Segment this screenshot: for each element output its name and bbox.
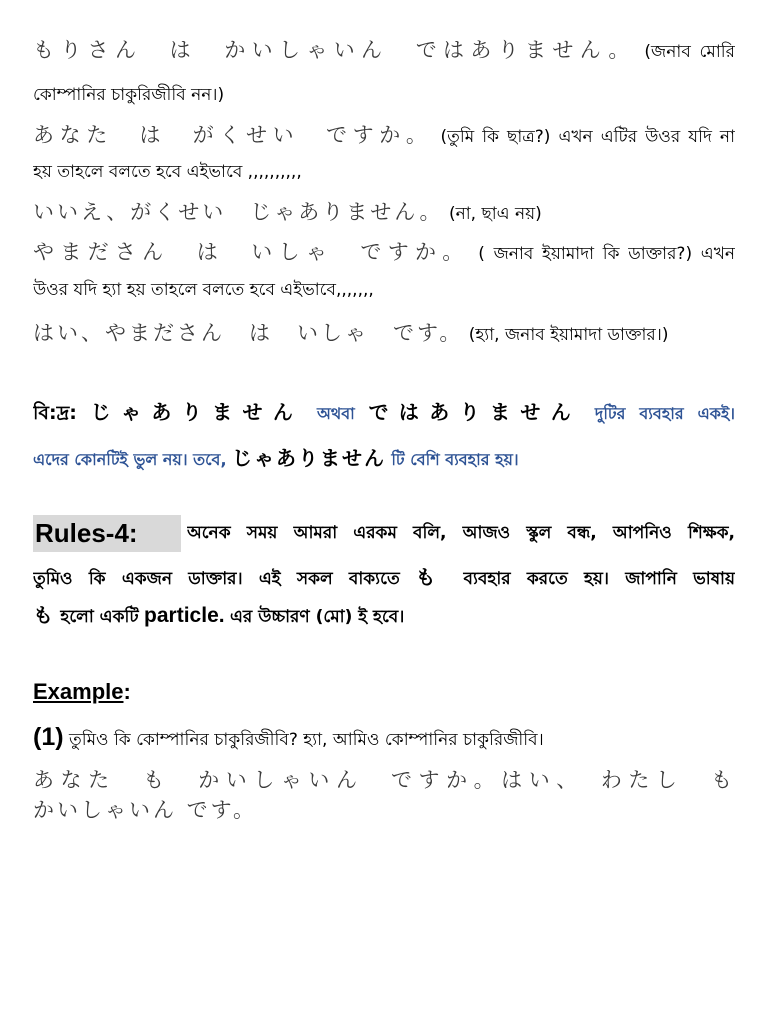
example-heading (33, 675, 735, 709)
example-1-japanese-cont: かいしゃいん です。 (33, 798, 257, 822)
rules-line-2 (33, 560, 735, 594)
rules-title: Rules-4: (33, 515, 181, 552)
sentence-5-japanese: はい、やまださん は いしゃ です。 (33, 321, 464, 345)
note-or-word: অথবা (317, 404, 355, 423)
sentence-3-line-1 (33, 195, 735, 229)
rules-line-2-start: তুমিও কি একজন ডাক্তার। এই সকল বাক্যতে (33, 569, 400, 589)
sentence-4-japanese: やまださん は いしゃ ですか。 (33, 240, 470, 264)
note-line-1 (33, 395, 735, 429)
sentence-4-translation-cont: উওর যদি হ্যা হয় তাহলে বলতে হবে এইভাবে,,,,,,, (33, 280, 374, 300)
note-japanese-form-1: じゃありません (90, 400, 304, 424)
example-1-japanese: あなた も かいしゃいん ですか。はい、 わたし も (33, 768, 735, 792)
sentence-2-japanese: あなた は がくせい ですか。 (33, 123, 433, 147)
sentence-4-line-1 (33, 235, 735, 269)
example-heading-colon: : (123, 679, 131, 704)
rules-line-2-end: ব্যবহার করতে হয়। জাপানি ভাষায় (463, 569, 735, 589)
rules-line-1-text: অনেক সময় আমরা এরকম বলি, আজও স্কুল বন্ধ, আপনিও শিক্ষক, (187, 523, 735, 543)
rules-line-3-end: এর উচ্চারণ (মো) ই হবে। (230, 607, 405, 627)
note-same-usage: দুটির ব্যবহার একই। (594, 404, 735, 423)
sentence-5-translation: (হ্যা, জনাব ইয়ামাদা ডাক্তার।) (468, 325, 669, 345)
rules-line-3-start: হলো একটি (60, 607, 139, 627)
sentence-1-line-2 (33, 78, 735, 112)
example-1-bengali: তুমিও কি কোম্পানির চাকুরিজীবি? হ্যা, আমিও কোম্পানির চাকুরিজীবি। (68, 730, 544, 750)
example-1-line (33, 720, 735, 754)
sentence-1-translation-cont: কোম্পানির চাকুরিজীবি নন।) (33, 85, 225, 105)
note-japanese-form-3: じゃありません (231, 446, 386, 470)
sentence-1-japanese: もりさん は かいしゃいん ではありません。 (33, 38, 636, 62)
sentence-5-line-1 (33, 316, 735, 350)
example-heading-word: Example (33, 679, 124, 704)
rules-line-1 (187, 516, 735, 550)
sentence-4-translation: ( জনাব ইয়ামাদা কি ডাক্তার?) এখন (478, 244, 735, 264)
example-1-japanese-line-1 (33, 763, 735, 797)
note-line-2-start: এদের কোনটিই ভুল নয়। তবে, (33, 450, 227, 469)
note-line-2 (33, 441, 735, 475)
sentence-3-japanese: いいえ、がくせい じゃありません。 (33, 200, 444, 224)
sentence-4-line-2 (33, 273, 735, 307)
sentence-1-line-1 (33, 33, 735, 67)
example-1-number: (1) (33, 723, 64, 751)
rules-particle-char: も (415, 565, 448, 589)
sentence-2-translation: (তুমি কি ছাত্র?) এখন এটির উওর যদি না (440, 127, 735, 147)
rules-particle-word: particle. (144, 604, 225, 627)
sentence-3-translation: (না, ছাএ নয়) (448, 204, 542, 224)
sentence-1-translation: (জনাব মোরি (644, 42, 735, 62)
sentence-2-translation-cont: হয় তাহলে বলতে হবে এইভাবে ,,,,,,,,,, (33, 162, 302, 182)
sentence-2-line-1 (33, 118, 735, 152)
sentence-2-line-2 (33, 155, 735, 189)
note-label: বি:দ্র: (33, 402, 77, 424)
note-japanese-form-2: ではありません (368, 400, 582, 424)
rules-line-3 (33, 598, 735, 632)
note-line-2-end: টি বেশি ব্যবহার হয়। (391, 450, 519, 469)
example-1-japanese-line-2 (33, 793, 735, 827)
rules-line-3-particle-char: も (33, 603, 55, 627)
